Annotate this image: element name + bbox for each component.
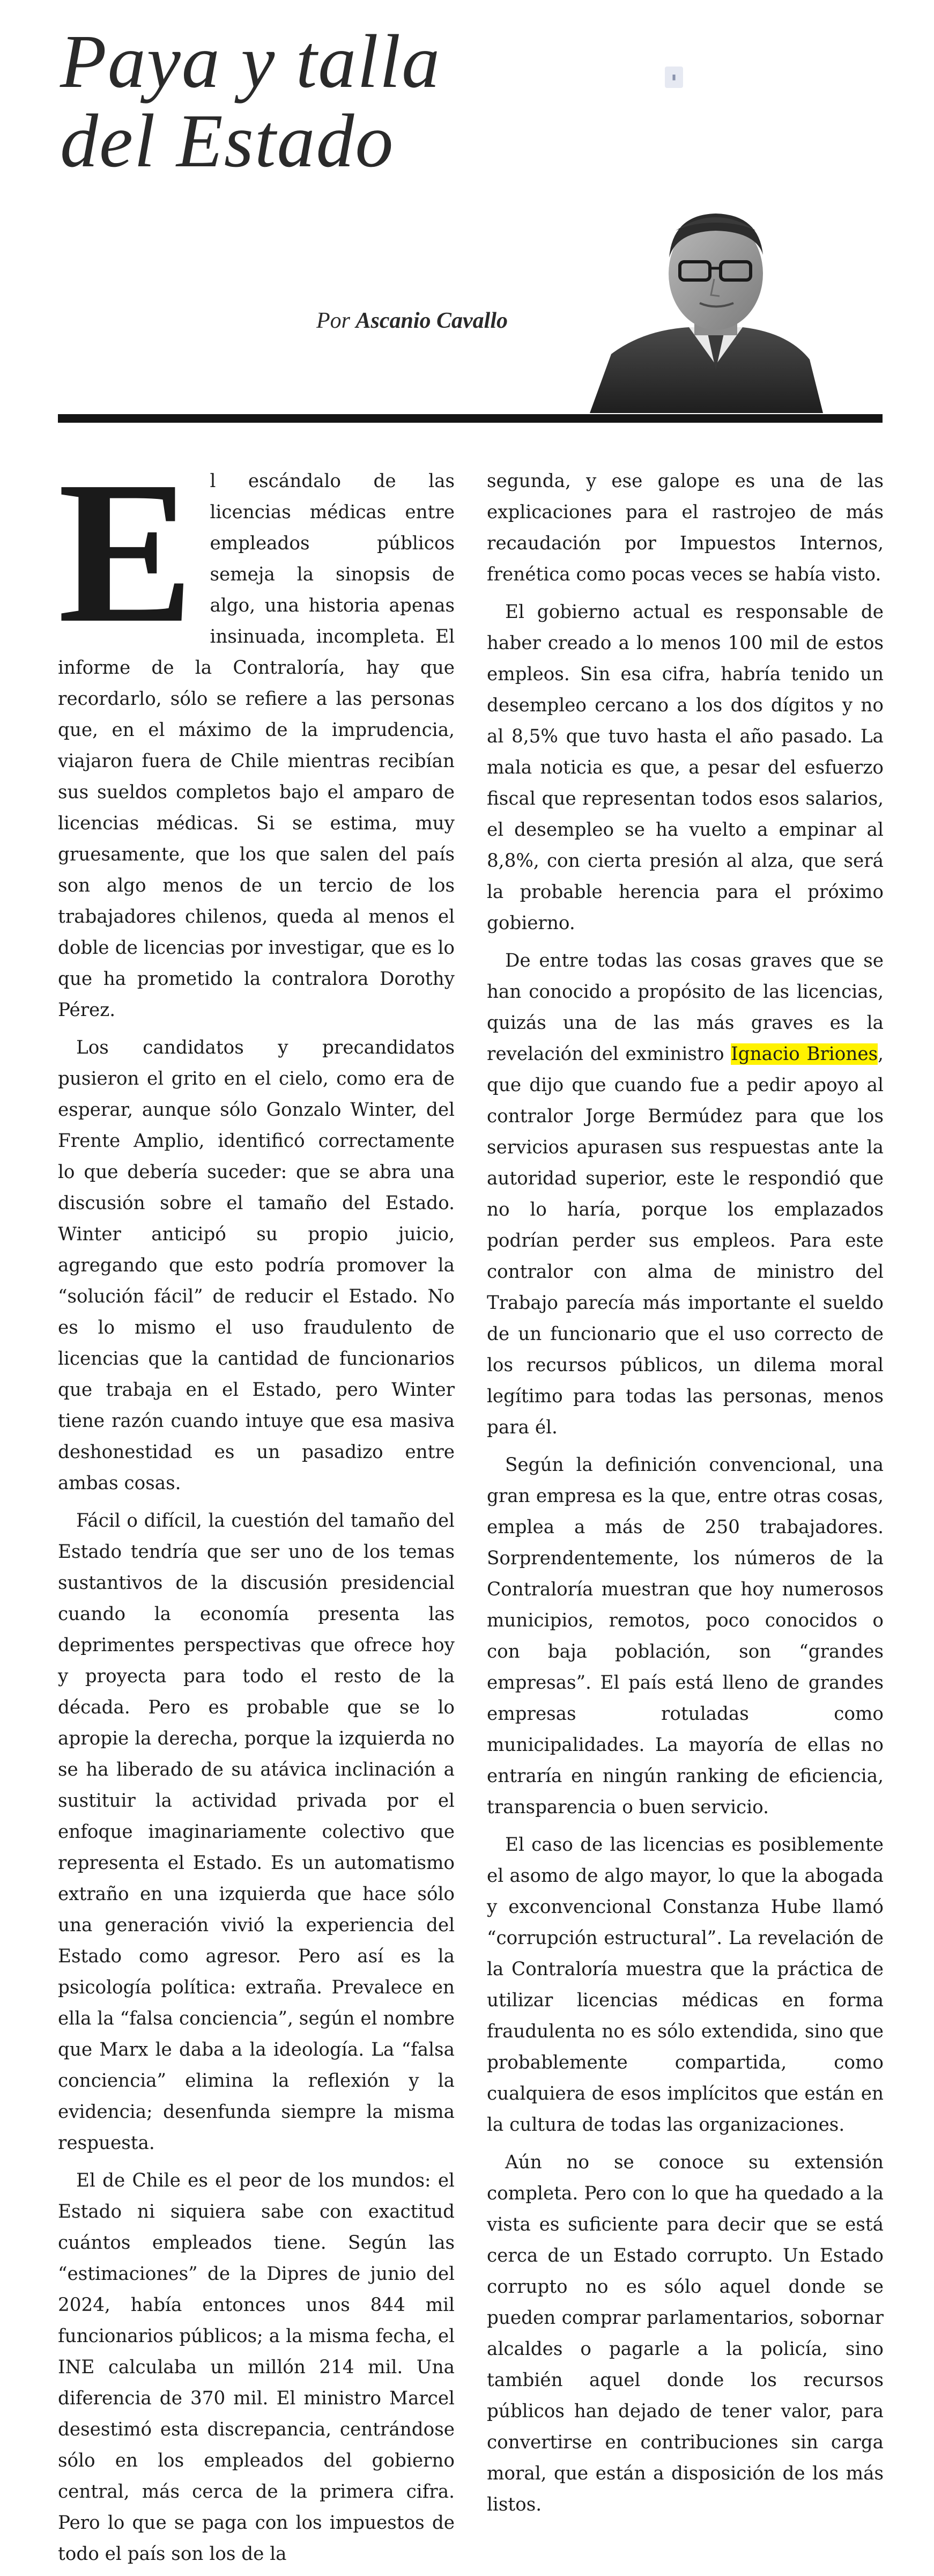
- highlighted-name: Ignacio Briones: [731, 1043, 878, 1065]
- headline-line-1: Paya y talla: [60, 19, 441, 104]
- paragraph-5: segunda, y ese galope es una de las explicaciones para el rastrojeo de más recaudación por Impuestos Internos, frenética como pocas veces se había visto.: [487, 470, 884, 585]
- paragraph-7-text-a: De entre todas las cosas graves que se han conocido a propósito de las licencias, quizás una de las más graves es la revelación del exministro: [487, 950, 884, 1065]
- header-divider: [58, 414, 883, 423]
- paragraph-8: Según la definición convencional, una gran empresa es la que, entre otras cosas, emplea a más de 250 trabajadores. Sorprendentemente, los números de la Contraloría muestran que hoy numerosos municipios, remotos, poco conocidos o con baja población, son “grandes empresas”. El país está lleno de grandes empresas rotuladas como municipalidades. La mayoría de ellas no entraría en ningún ranking de eficiencia, transparencia o buen servicio.: [487, 1454, 884, 1818]
- paragraph-1-text: l escándalo de las licencias médicas entre empleados públicos semeja la sinopsis de algo, una historia apenas insinuada, incompleta. El informe de la Contraloría, hay que recordarlo, sólo se refiere a las personas que, en el máximo de la imprudencia, viajaron fuera de Chile mientras recibían sus sueldos completos bajo el amparo de licencias médicas. Si se estima, muy gruesamente, que los que salen del país son algo menos de un tercio de los trabajadores chilenos, queda al menos el doble de licencias por investigar, que es lo que ha prometido la contralora Dorothy Pérez.: [58, 470, 455, 1021]
- article-column-right: [487, 466, 884, 2527]
- headline-line-2: del Estado: [60, 98, 395, 183]
- paragraph-10: Aún no se conoce su extensión completa. Pero con lo que ha quedado a la vista es suficiente para decir que se está cerca de un Estado corrupto. Un Estado corrupto no es sólo aquel donde se pueden comprar parlamentarios, sobornar alcaldes o pagarle a la policía, sino también aquel donde los recursos públicos han dejado de tener valor, para convertirse en contribuciones sin carga moral, que están a disposición de los más listos.: [487, 2152, 884, 2515]
- paragraph-3: Fácil o difícil, la cuestión del tamaño del Estado tendría que ser uno de los temas sustantivos de la discusión presidencial cuando la economía presenta las deprimentes perspectivas que ofrece hoy y proyecta para todo el resto de la década. Pero es probable que se lo apropie la derecha, porque la izquierda no se ha liberado de su atávica inclinación a sustituir la actividad privada por el enfoque imaginariamente colectivo que representa el Estado. Es un automatismo extraño en una izquierda que hace sólo una generación vivió la experiencia del Estado como agresor. Pero así es la psicología política: extraña. Prevalece en ella la “falsa conciencia”, según el nombre que Marx le daba a la ideología. La “falsa conciencia” elimina la reflexión y la evidencia; desenfunda siempre la misma respuesta.: [58, 1510, 455, 2154]
- paragraph-4: El de Chile es el peor de los mundos: el Estado ni siquiera sabe con exactitud cuántos empleados tiene. Según las “estimaciones” de la Dipres de junio del 2024, había entonces unos 844 mil funcionarios públicos; a la misma fecha, el INE calculaba un millón 214 mil. Una diferencia de 370 mil. El ministro Marcel desestimó esta discrepancia, centrándose sólo en los empleados del gobierno central, más cerca de la primera cifra. Pero lo que se paga con los impuestos de todo el país son los de la: [58, 2170, 455, 2565]
- paragraph-7: [487, 945, 884, 1443]
- page-marker-icon: ▮: [665, 67, 683, 88]
- paragraph-9: El caso de las licencias es posiblemente el asomo de algo mayor, lo que la abogada y exconvencional Constanza Hube llamó “corrupción estructural”. La revelación de la Contraloría muestra que la práctica de utilizar licencias médicas en forma fraudulenta no es sólo extendida, sino que probablemente compartida, como cualquiera de esos implícitos que están en la cultura de todas las organizaciones.: [487, 1834, 884, 2136]
- drop-cap: E: [58, 439, 194, 665]
- paragraph-7-text-b: , que dijo que cuando fue a pedir apoyo al contralor Jorge Bermúdez para que los servicios apurasen sus respuestas ante la autoridad superior, este le respondió que no lo haría, porque los emplazados podrían perder sus empleos. Para este contralor con alma de ministro del Trabajo parecía más importante el sueldo de un funcionario que el uso correcto de los recursos públicos, un dilema moral legítimo para todas las personas, menos para él.: [487, 1043, 884, 1438]
- article-column-left: [58, 439, 455, 2576]
- author-photo: [579, 193, 826, 413]
- author-portrait-illustration: [579, 193, 826, 413]
- byline: [316, 308, 542, 334]
- paragraph-2: Los candidatos y precandidatos pusieron el grito en el cielo, como era de esperar, aunque sólo Gonzalo Winter, del Frente Amplio, identificó correctamente lo que debería suceder: que se abra una discusión sobre el tamaño del Estado. Winter anticipó su propio juicio, agregando que esto podría promover la “solución fácil” de reducir el Estado. No es lo mismo el uso fraudulento de licencias que la cantidad de funcionarios que trabaja en el Estado, pero Winter tiene razón cuando intuye que esa masiva deshonestidad es un pasadizo entre ambas cosas.: [58, 1037, 455, 1494]
- byline-prefix: Por: [316, 308, 350, 333]
- paragraph-6: El gobierno actual es responsable de haber creado a lo menos 100 mil de estos empleos. Sin esa cifra, habría tenido un desempleo cercano a los dos dígitos y no al 8,5% que tuvo hasta el año pasado. La mala noticia es que, a pesar del esfuerzo fiscal que representan todos esos salarios, el desempleo se ha vuelto a empinar al 8,8%, con cierta presión al alza, que será la probable herencia para el próximo gobierno.: [487, 601, 884, 934]
- headline: [60, 19, 596, 183]
- paragraph-1: [58, 439, 455, 1026]
- author-name: Ascanio Cavallo: [355, 308, 508, 333]
